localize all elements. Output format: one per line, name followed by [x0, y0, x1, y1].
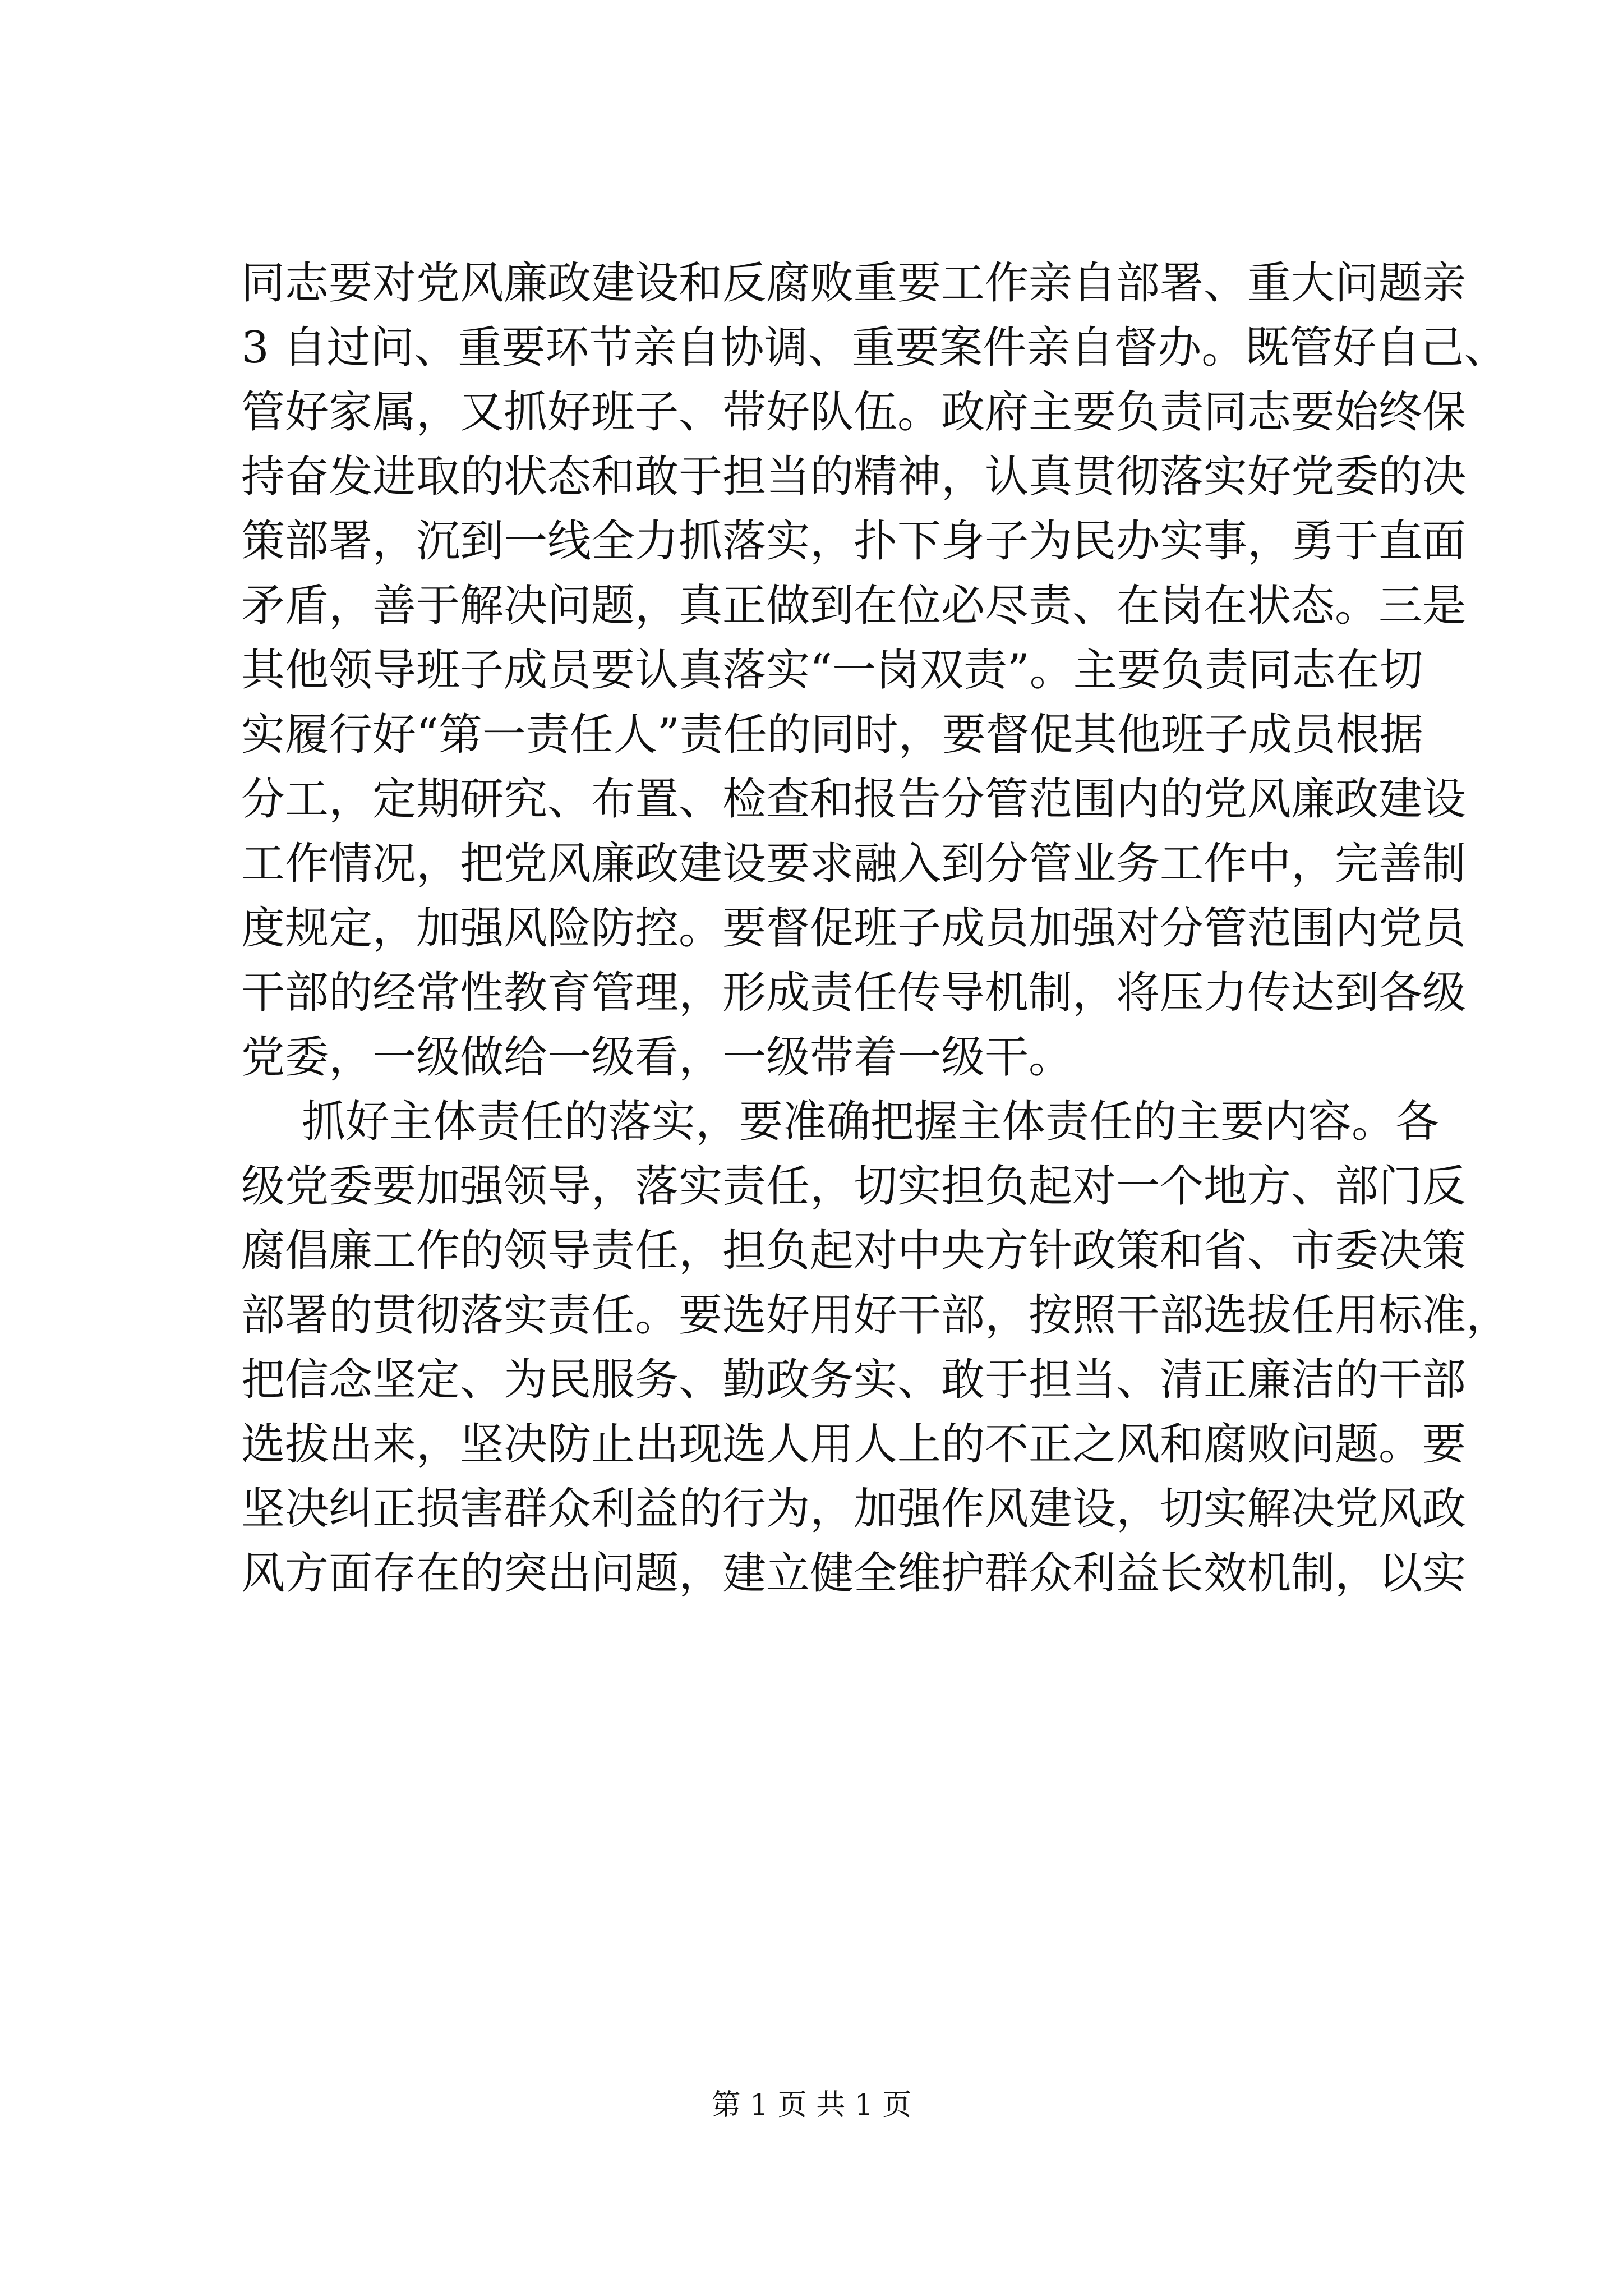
paragraph-1-line-5: 策部署，沉到一线全力抓落实，扑下身子为民办实事，勇于直面	[241, 516, 1467, 567]
paragraph-1-line-4: 持奋发进取的状态和敢于担当的精神，认真贯彻落实好党委的决	[241, 452, 1467, 502]
paragraph-2-line-4: 部署的贯彻落实责任。要选好用好干部，按照干部选拔任用标准，	[241, 1290, 1510, 1341]
paragraph-1-line-12: 干部的经常性教育管理，形成责任传导机制，将压力传达到各级	[241, 968, 1467, 1018]
page-footer: 第 1 页 共 1 页	[711, 2088, 912, 2122]
paragraph-1-line-9: 分工，定期研究、布置、检查和报告分管范围内的党风廉政建设	[241, 774, 1467, 825]
paragraph-2-line-3: 腐倡廉工作的领导责任，担负起对中央方针政策和省、市委决策	[241, 1226, 1467, 1276]
paragraph-1-line-13: 党委，一级做给一级看，一级带着一级干。	[241, 1032, 1073, 1083]
paragraph-2-line-1: 抓好主体责任的落实，要准确把握主体责任的主要内容。各	[302, 1097, 1440, 1147]
paragraph-2-line-6: 选拔出来，坚决防止出现选人用人上的不正之风和腐败问题。要	[241, 1419, 1467, 1470]
paragraph-2-line-2: 级党委要加强领导，落实责任，切实担负起对一个地方、部门反	[241, 1161, 1467, 1212]
paragraph-1-line-8: 实履行好“第一责任人”责任的同时，要督促其他班子成员根据	[241, 710, 1423, 760]
paragraph-1-line-11: 度规定，加强风险防控。要督促班子成员加强对分管范围内党员	[241, 903, 1467, 954]
paragraph-1-line-3: 管好家属，又抓好班子、带好队伍。政府主要负责同志要始终保	[241, 387, 1467, 438]
paragraph-2-line-5: 把信念坚定、为民服务、勤政务实、敢于担当、清正廉洁的干部	[241, 1355, 1467, 1405]
paragraph-2-line-7: 坚决纠正损害群众利益的行为，加强作风建设，切实解决党风政	[241, 1484, 1467, 1534]
paragraph-1-line-10: 工作情况，把党风廉政建设要求融入到分管业务工作中，完善制	[241, 839, 1467, 889]
paragraph-1-line-6: 矛盾，善于解决问题，真正做到在位必尽责、在岗在状态。三是	[241, 581, 1467, 631]
paragraph-1-line-1: 同志要对党风廉政建设和反腐败重要工作亲自部署、重大问题亲	[241, 258, 1467, 309]
paragraph-1-line-7: 其他领导班子成员要认真落实“一岗双责”。主要负责同志在切	[241, 645, 1423, 696]
paragraph-2-line-8: 风方面存在的突出问题，建立健全维护群众利益长效机制，以实	[241, 1548, 1467, 1599]
paragraph-1-line-2: 3 自过问、重要环节亲自协调、重要案件亲自督办。既管好自己、	[241, 323, 1508, 373]
